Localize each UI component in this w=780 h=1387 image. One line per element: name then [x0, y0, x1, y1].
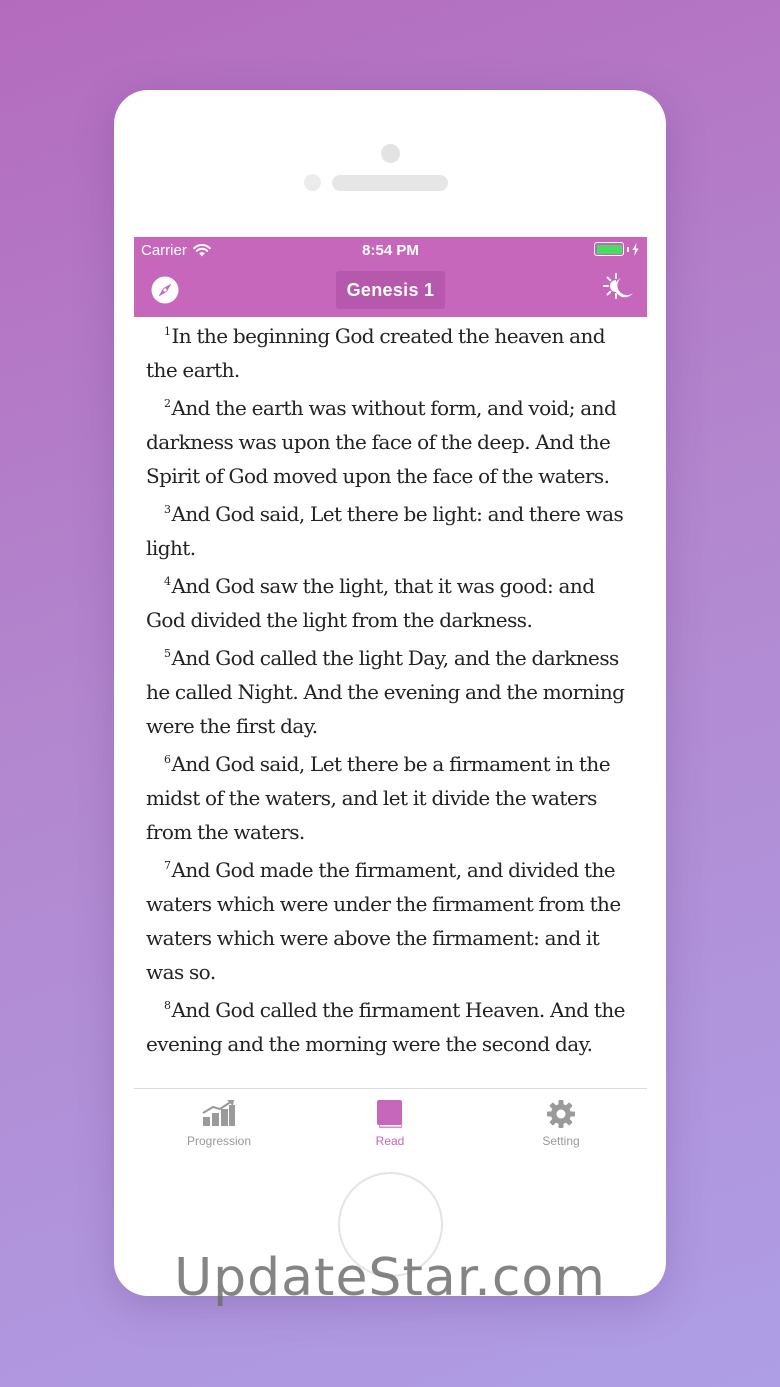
chart-icon	[202, 1099, 236, 1127]
verse-number: 1	[164, 325, 171, 339]
tab-setting[interactable]	[476, 1089, 646, 1152]
verse-text: And God said, Let there be a firmament in the midst of the waters, and let it divide the waters from the waters.	[146, 752, 610, 844]
carrier-label: Carrier	[141, 242, 187, 259]
tab-bar	[134, 1088, 647, 1152]
book-icon	[376, 1099, 404, 1129]
battery-icon	[594, 242, 639, 256]
status-bar	[134, 237, 647, 263]
watermark: UpdateStar.com	[174, 1248, 606, 1308]
verse	[146, 993, 638, 1061]
chapter-title-button[interactable]: Genesis 1	[336, 271, 445, 309]
verse-text: And God called the firmament Heaven. And the evening and the morning were the second day.	[146, 998, 625, 1056]
verse	[146, 497, 638, 565]
chapter-text	[146, 319, 638, 1089]
verse-text: And God saw the light, that it was good: and God divided the light from the darkness.	[146, 574, 595, 632]
verse-number: 7	[164, 859, 171, 873]
verse-text: And God called the light Day, and the darkness he called Night. And the evening and the morning were the first day.	[146, 646, 625, 738]
verse-number: 2	[164, 397, 171, 411]
status-time: 8:54 PM	[362, 242, 419, 259]
tab-label: Progression	[186, 1134, 252, 1148]
tab-label: Setting	[542, 1134, 580, 1148]
verse-number: 5	[164, 647, 171, 661]
compass-icon[interactable]	[151, 276, 179, 304]
phone-frame	[114, 90, 666, 1296]
verse-number: 4	[164, 575, 171, 589]
earpiece-speaker	[332, 175, 448, 191]
verse-text: And God said, Let there be light: and there was light.	[146, 502, 624, 560]
app-screen	[134, 237, 647, 1152]
charging-bolt-icon	[632, 243, 639, 256]
verse	[146, 391, 638, 493]
verse	[146, 747, 638, 849]
verse	[146, 319, 638, 387]
proximity-sensor	[304, 174, 321, 191]
nav-bar	[134, 263, 647, 317]
day-night-icon[interactable]	[602, 272, 636, 306]
tab-label: Read	[375, 1134, 405, 1148]
verse	[146, 569, 638, 637]
verse-text: And the earth was without form, and void; and darkness was upon the face of the deep. And the Spirit of God moved upon the face of the waters.	[146, 396, 617, 488]
tab-read[interactable]	[305, 1089, 475, 1152]
verse-text: In the beginning God created the heaven and the earth.	[146, 324, 606, 382]
verse	[146, 641, 638, 743]
verse-number: 8	[164, 999, 171, 1013]
tab-progression[interactable]	[134, 1089, 304, 1152]
gear-icon	[546, 1099, 576, 1129]
verse	[146, 853, 638, 989]
verse-number: 3	[164, 503, 171, 517]
verse-number: 6	[164, 753, 171, 767]
verse-text: And God made the firmament, and divided the waters which were under the firmament from the waters which were above the firmament: and it was so.	[146, 858, 621, 984]
app-header	[134, 237, 647, 317]
front-camera	[381, 144, 400, 163]
